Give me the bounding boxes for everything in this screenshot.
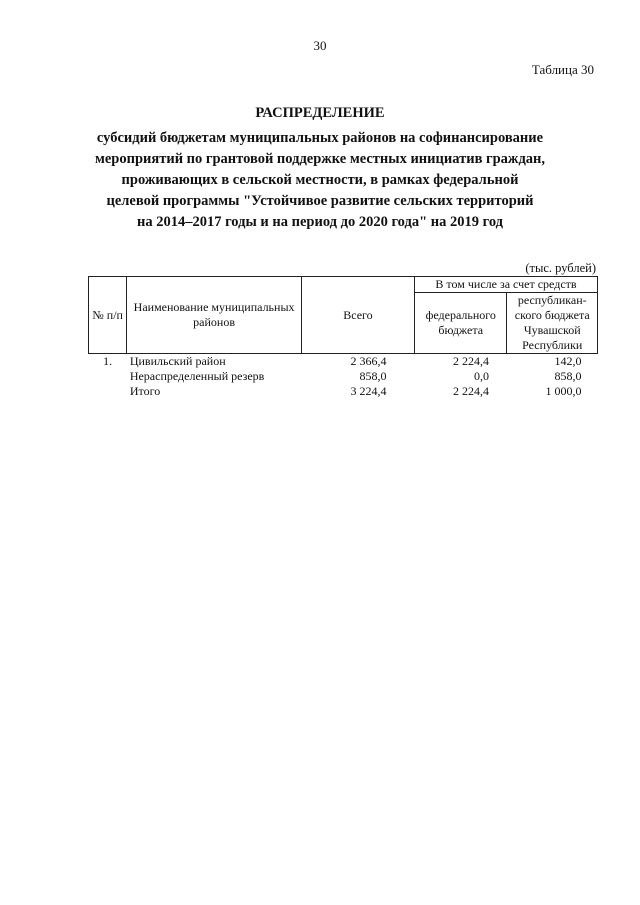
header-name: Наименование муниципальных районов — [127, 277, 302, 354]
header-federal: федерального бюджета — [415, 293, 507, 354]
table-row — [89, 369, 598, 384]
cell-republic: 1 000,0 — [545, 384, 582, 398]
units-note: (тыс. рублей) — [525, 261, 596, 275]
header-republic: республикан-ского бюджета Чувашской Республики — [507, 293, 598, 354]
distribution-table — [88, 276, 598, 399]
cell-name: Итого — [129, 384, 161, 398]
document-title — [60, 103, 580, 233]
header-num: № п/п — [89, 277, 127, 354]
cell-federal: 0,0 — [473, 369, 489, 383]
title-line: целевой программы "Устойчивое развитие сельских территорий — [106, 193, 534, 209]
table-row — [89, 354, 598, 370]
title-line: на 2014–2017 годы и на период до 2020 года" на 2019 год — [136, 214, 504, 230]
header-total: Всего — [301, 277, 414, 354]
cell-federal: 2 224,4 — [452, 384, 489, 398]
header-group: В том числе за счет средств — [415, 277, 598, 293]
cell-name: Цивильский район — [129, 354, 226, 368]
table-label: Таблица 30 — [531, 62, 594, 77]
title-line: мероприятий по грантовой поддержке местных инициатив граждан, — [94, 151, 546, 167]
cell-federal: 2 224,4 — [452, 354, 489, 368]
cell-total: 3 224,4 — [350, 384, 387, 398]
table-row — [89, 384, 598, 399]
cell-num — [89, 369, 127, 384]
page-number: 30 — [313, 38, 327, 53]
cell-total: 2 366,4 — [350, 354, 387, 368]
cell-total: 858,0 — [359, 369, 387, 383]
cell-republic: 142,0 — [554, 354, 582, 368]
cell-num: 1. — [103, 354, 113, 368]
title-line: субсидий бюджетам муниципальных районов на софинансирование — [96, 130, 544, 146]
cell-num — [89, 384, 127, 399]
cell-republic: 858,0 — [554, 369, 582, 383]
cell-name: Нераспределенный резерв — [129, 369, 265, 383]
title-main: РАСПРЕДЕЛЕНИЕ — [255, 105, 385, 121]
title-line: проживающих в сельской местности, в рамках федеральной — [121, 172, 519, 188]
